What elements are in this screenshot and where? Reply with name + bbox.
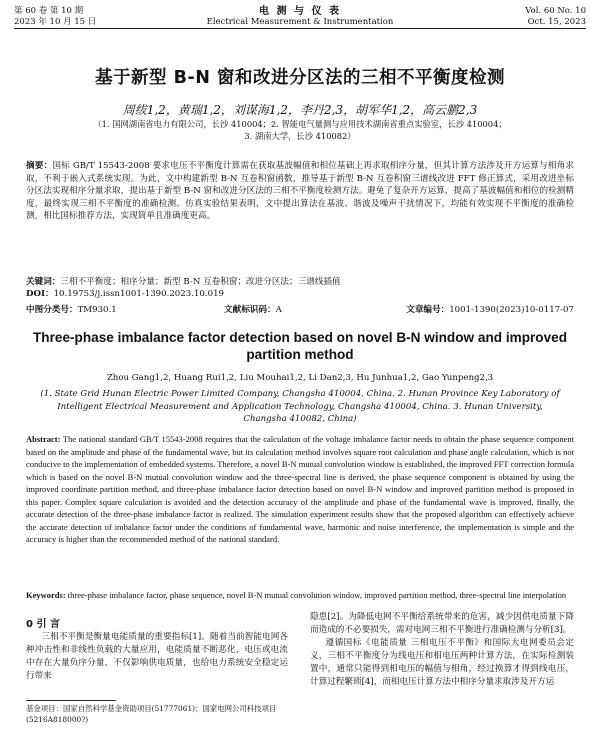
keywords-en-label: Keywords: [26, 590, 66, 600]
clc-label: 中图分类号： [26, 305, 78, 315]
intro-right-paragraph-2: 遵循国标《电能质量 三相电压不平衡》和国际大电网委员会定义，三相不平衡度分为线电压和相电压两种计算方法，在实际检测装置中，通常只能得到相电压的幅值与相角，经过换算才得到线电压，计算过程繁琐[4]，而相电压计算方法中相序分量求取涉及开方运 [310, 638, 574, 687]
doi-label: DOI： [26, 289, 54, 300]
affiliation-zh-line1: （1. 国网湖南省电力有限公司，长沙 410004；2. 智能电气量测与应用技术湖南省重点实验室，长沙 410004； [93, 119, 507, 129]
keywords-zh-text: 三相不平衡度；相序分量；新型 B-N 互卷积窗；改进分区法；三谱线插值 [60, 277, 341, 287]
article-id-value: 1001-1390(2023)10-0117-07 [449, 305, 574, 315]
keywords-doi-block [26, 276, 574, 301]
footnote-rule [26, 700, 116, 701]
header-rule [14, 28, 586, 29]
funding-footnote: 基金项目：国家自然科学基金资助项目(51777061)；国家电网公司科技项目(5216A818000?) [26, 704, 277, 724]
keywords-en [26, 589, 574, 602]
doc-code-label: 文献标识码： [224, 305, 276, 315]
abstract-en [26, 433, 574, 546]
intro-right-column [310, 611, 574, 689]
journal-volume-en: Vol. 60 No. 10 Oct. 15, 2023 [525, 6, 586, 27]
keywords-en-text: three-phase imbalance factor, phase sequence, novel B-N mutual convolution window, improved partition method, three-spectral line interpolation [65, 590, 567, 600]
abstract-zh [26, 160, 574, 223]
abstract-en-label: Abstract: [26, 434, 61, 444]
doi-value: 10.19753/j.issn1001-1390.2023.10.019 [53, 289, 225, 300]
paper-title-en: Three-phase imbalance factor detection based on novel B-N window and improved partition method [32, 330, 568, 362]
clc-value: TM930.1 [77, 305, 117, 315]
abstract-en-text: The national standard GB/T 15543-2008 requires that the calculation of the voltage imbalance factor needs to obtain the phase sequence component based on the amplitude and phase of the fundamental wave, but its calculation method involves square root calculation and phase angle calculation, which is not conducive to the implementation of embedded systems. Therefore, a novel B-N mutual convolution window is established, the improved FFT correction formula which is based on the novel B-N mutual convolution window and the three-spectral line is derived, the phase sequence component is obtained by using the improved coordinate partition method, and three-phase imbalance factor detection based on novel B-N window and improved partition method is proposed in this paper. Complex square calculation is avoided and the detection accuracy of the amplitude and phase of the fundamental wave is improved, finally, the accurate detection of the three-phase imbalance factor is realized. The simulation experiment results show that the proposed algorithm can effectively achieve the accurate detection of imbalance factor under the conditions of fundamental wave, harmonic and noise interference, the implementation is simple and the accuracy is higher than the recommended method of the national standard. [26, 434, 574, 544]
journal-volume-issue: 第 60 卷 第 10 期 2023 年 10 月 15 日 [14, 6, 97, 27]
abstract-zh-text: 国标 GB/T 15543-2008 要求电压不平衡度计算需在获取基波幅值和相位基础上再求取相序分量，但其计算方法涉及开方运算与相角求取，不利于嵌入式系统实现。为此，文中构建新型 B-N 互卷积窗函数，推导基于新型 B-N 互卷积窗三谱线改进 FFT 修正算式，采用改进坐标分区法实现相序分量求取，提出基于新型 B-N 窗和改进分区法的三相不平衡度检测方法。避免了复杂开方运算，提高了基波幅值和相位的检测精度，最终实现三相不平衡度的准确检测。仿真实验结果表明，文中提出算法在基波、谐波及噪声干扰情况下，均能有效实现不平衡度的准确检测，相比国标推荐方法，实现简单且准确度更高。 [26, 161, 574, 222]
affiliation-en: (1. State Grid Hunan Electric Power Limited Company, Changsha 410004, China. 2. Hunan Province Key Laboratory of Intelligent Electrical Measurement and Application Technology, Changsha 410004, China. 3. Hunan University, Changsha 410082, China) [40, 389, 560, 424]
keywords-zh-label: 关键词： [26, 277, 61, 287]
authors-zh: 周绂1,2，黄瑞1,2，刘谋海1,2，李丹2,3，胡军华1,2，高云鹏2,3 [122, 103, 478, 117]
intro-right-paragraph-1: 隐患[2]。为降低电网不平衡给系统带来的危害，减少因供电质量下降而造成的不必要损失，需对电网三相不平衡进行准确检测与分析[3]。 [310, 612, 574, 635]
paper-title-zh: 基于新型 B-N 窗和改进分区法的三相不平衡度检测 [95, 68, 505, 88]
intro-left-column: 三相不平衡是衡量电能质量的重要指标[1]。随着当前智能电网各种冲击性和非线性负载的大量应用，电能质量不断恶化，电压或电流中存在大量负序分量，不仅影响供电质量，也给电力系统安全稳定运行带来 [26, 632, 288, 681]
journal-name: 电 测 与 仪 表 Electrical Measurement & Instrumentation [206, 6, 394, 27]
article-id-label: 文章编号： [406, 305, 450, 315]
authors-en: Zhou Gang1,2, Huang Rui1,2, Liu Mouhai1,2, Li Dan2,3, Hu Junhua1,2, Gao Yunpeng2,3 [106, 373, 494, 383]
affiliation-zh-line2: 3. 湖南大学，长沙 410082） [244, 131, 356, 141]
abstract-zh-label: 摘要： [26, 161, 53, 171]
section-heading-intro: 0 引 言 [26, 619, 60, 630]
doc-code-value: A [275, 305, 282, 315]
